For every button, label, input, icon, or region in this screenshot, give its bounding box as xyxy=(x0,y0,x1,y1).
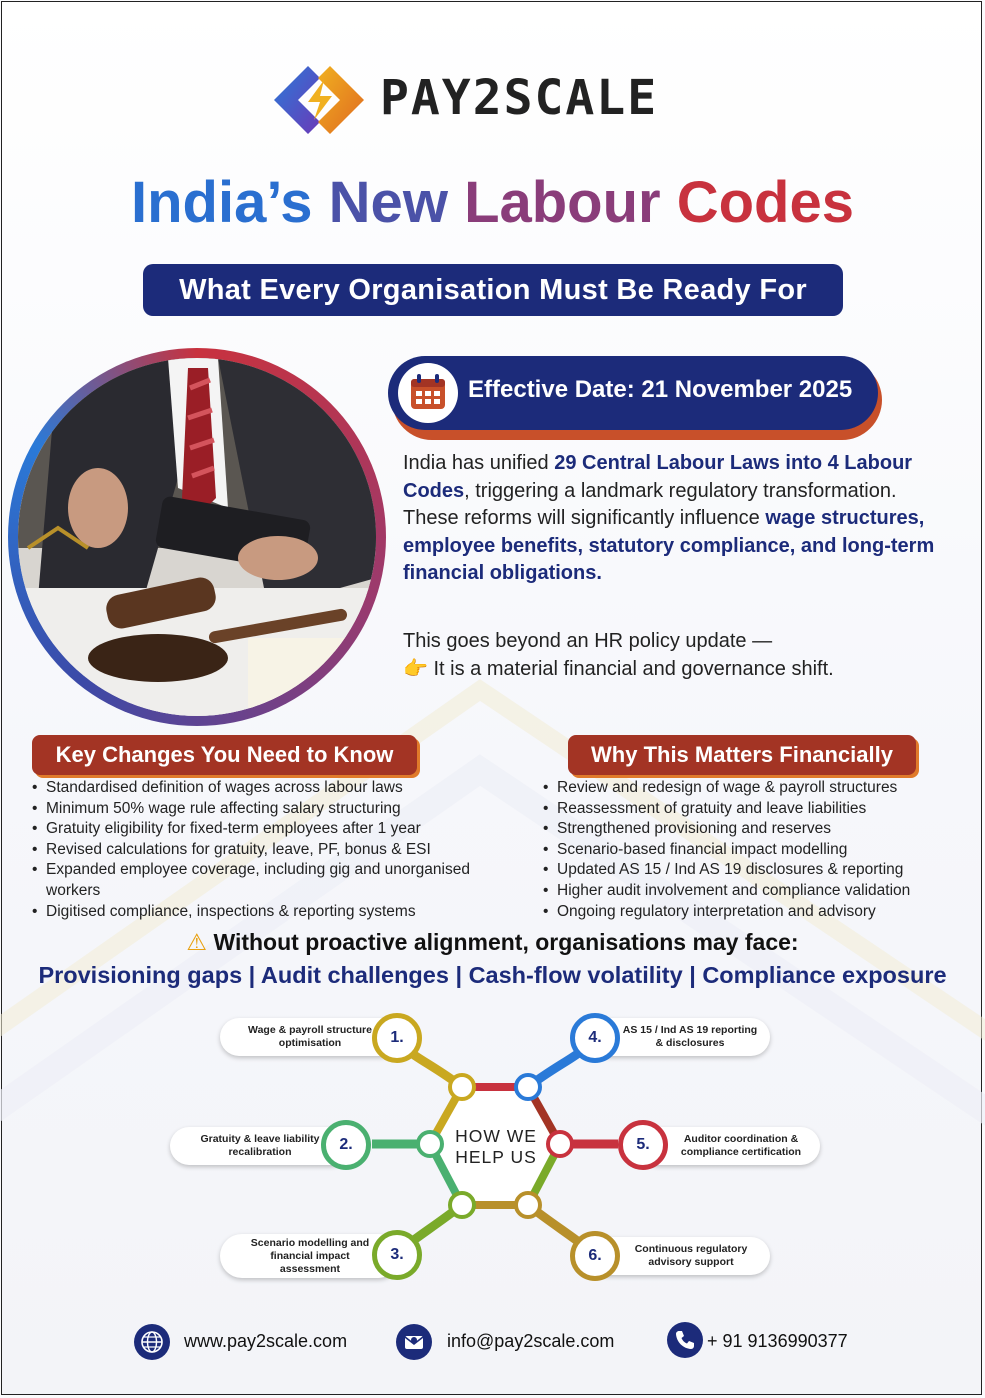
help-item-3-line-2: financial impact xyxy=(270,1249,350,1262)
risk-list: Provisioning gaps | Audit challenges | Cash-flow volatility | Compliance exposure xyxy=(38,962,947,988)
intro-p2-start: These reforms will significantly influence xyxy=(403,507,766,529)
help-item-1-line-2: optimisation xyxy=(278,1037,342,1049)
help-number-2: 2. xyxy=(321,1120,371,1170)
hub-title-line-1: HOW WE xyxy=(455,1126,537,1146)
intro-p1-end: , triggering a landmark regulatory transformation. xyxy=(464,479,897,502)
list-item: • Expanded employee coverage, including gig and unorganised workers xyxy=(30,860,520,901)
help-number-1: 1. xyxy=(372,1013,422,1063)
list-item: • Minimum 50% wage rule affecting salary structuring xyxy=(30,799,520,820)
list-item: • Reassessment of gratuity and leave liabilities xyxy=(541,799,971,820)
website-link[interactable]: www.pay2scale.com xyxy=(184,1331,348,1351)
intro-p1-highlight: 29 Central Labour Laws into 4 Labour Codes xyxy=(403,452,913,502)
globe-icon xyxy=(134,1324,170,1360)
list-item: • Ongoing regulatory interpretation and advisory xyxy=(541,902,971,923)
list-item: • Gratuity eligibility for fixed-term employees after 1 year xyxy=(30,819,520,840)
hub-title-line-2: HELP US xyxy=(455,1147,537,1167)
why-matters-list xyxy=(541,778,971,922)
title-word-4: Codes xyxy=(676,170,854,235)
help-item-5-line-1: Auditor coordination & xyxy=(683,1133,799,1145)
intro-p1-start: India has unified xyxy=(403,452,555,474)
help-item-3-line-3: assessment xyxy=(279,1262,341,1275)
help-number-6: 6. xyxy=(570,1231,620,1281)
subtitle-banner: What Every Organisation Must Be Ready For xyxy=(143,264,843,316)
list-item: • Updated AS 15 / Ind AS 19 disclosures & reporting xyxy=(541,860,971,881)
list-item: • Strengthened provisioning and reserves xyxy=(541,819,971,840)
email-link[interactable]: info@pay2scale.com xyxy=(447,1331,615,1351)
shift-line-1: This goes beyond an HR policy update — xyxy=(403,630,773,652)
intro-text xyxy=(403,450,943,588)
brand-name: PAY2SCALE xyxy=(380,70,659,126)
help-number-5: 5. xyxy=(618,1120,668,1170)
warning-line xyxy=(0,929,985,956)
list-item: • Review and redesign of wage & payroll structures xyxy=(541,778,971,799)
page-title xyxy=(0,168,985,238)
help-item-5-line-2: compliance certification xyxy=(680,1146,802,1158)
help-item-1-line-1: Wage & payroll structure xyxy=(248,1024,372,1036)
phone-link[interactable]: + 91 9136990377 xyxy=(707,1331,848,1351)
email-icon xyxy=(396,1324,432,1360)
warning-icon: ⚠ xyxy=(186,929,208,955)
title-word-2: New xyxy=(328,170,448,235)
calendar-icon xyxy=(398,363,458,423)
title-word-1: India’s xyxy=(130,170,313,235)
help-item-2-line-2: recalibration xyxy=(228,1146,292,1158)
help-hub-title xyxy=(440,1126,552,1168)
list-item: • Standardised definition of wages across labour laws xyxy=(30,778,520,799)
key-changes-list xyxy=(30,778,520,922)
calendar-icon-badge xyxy=(398,363,458,423)
intro-p2-highlight: wage structures, employee benefits, statutory compliance, and long-term financial obligations. xyxy=(403,507,935,584)
phone-icon xyxy=(667,1322,703,1358)
list-item: • Scenario-based financial impact modelling xyxy=(541,840,971,861)
effective-date-label: Effective Date: 21 November 2025 xyxy=(468,376,853,403)
list-item: • Higher audit involvement and compliance validation xyxy=(541,881,971,902)
shift-line-2: It is a material financial and governance shift. xyxy=(433,657,834,680)
warning-text: Without proactive alignment, organisations may face: xyxy=(213,929,799,955)
shift-text xyxy=(403,628,943,683)
pay2scale-logo-icon xyxy=(270,62,368,138)
business-gavel-photo xyxy=(18,358,376,716)
key-changes-title: Key Changes You Need to Know xyxy=(32,735,417,775)
help-item-4-line-1: AS 15 / Ind AS 19 reporting xyxy=(622,1024,758,1036)
why-matters-title: Why This Matters Financially xyxy=(568,735,916,775)
list-item: • Digitised compliance, inspections & reporting systems xyxy=(30,902,520,923)
title-word-3: Labour xyxy=(464,170,661,235)
help-item-4-line-2: & disclosures xyxy=(655,1037,725,1049)
list-item: • Revised calculations for gratuity, leave, PF, bonus & ESI xyxy=(30,840,520,861)
help-number-3: 3. xyxy=(372,1230,422,1280)
help-item-6-line-2: advisory support xyxy=(648,1256,734,1268)
help-item-3-line-1: Scenario modelling and xyxy=(250,1236,370,1249)
help-item-2-line-1: Gratuity & leave liability xyxy=(200,1133,320,1145)
help-number-4: 4. xyxy=(570,1013,620,1063)
pointing-hand-icon: 👉 xyxy=(403,657,428,680)
help-item-6-line-1: Continuous regulatory xyxy=(634,1243,748,1255)
